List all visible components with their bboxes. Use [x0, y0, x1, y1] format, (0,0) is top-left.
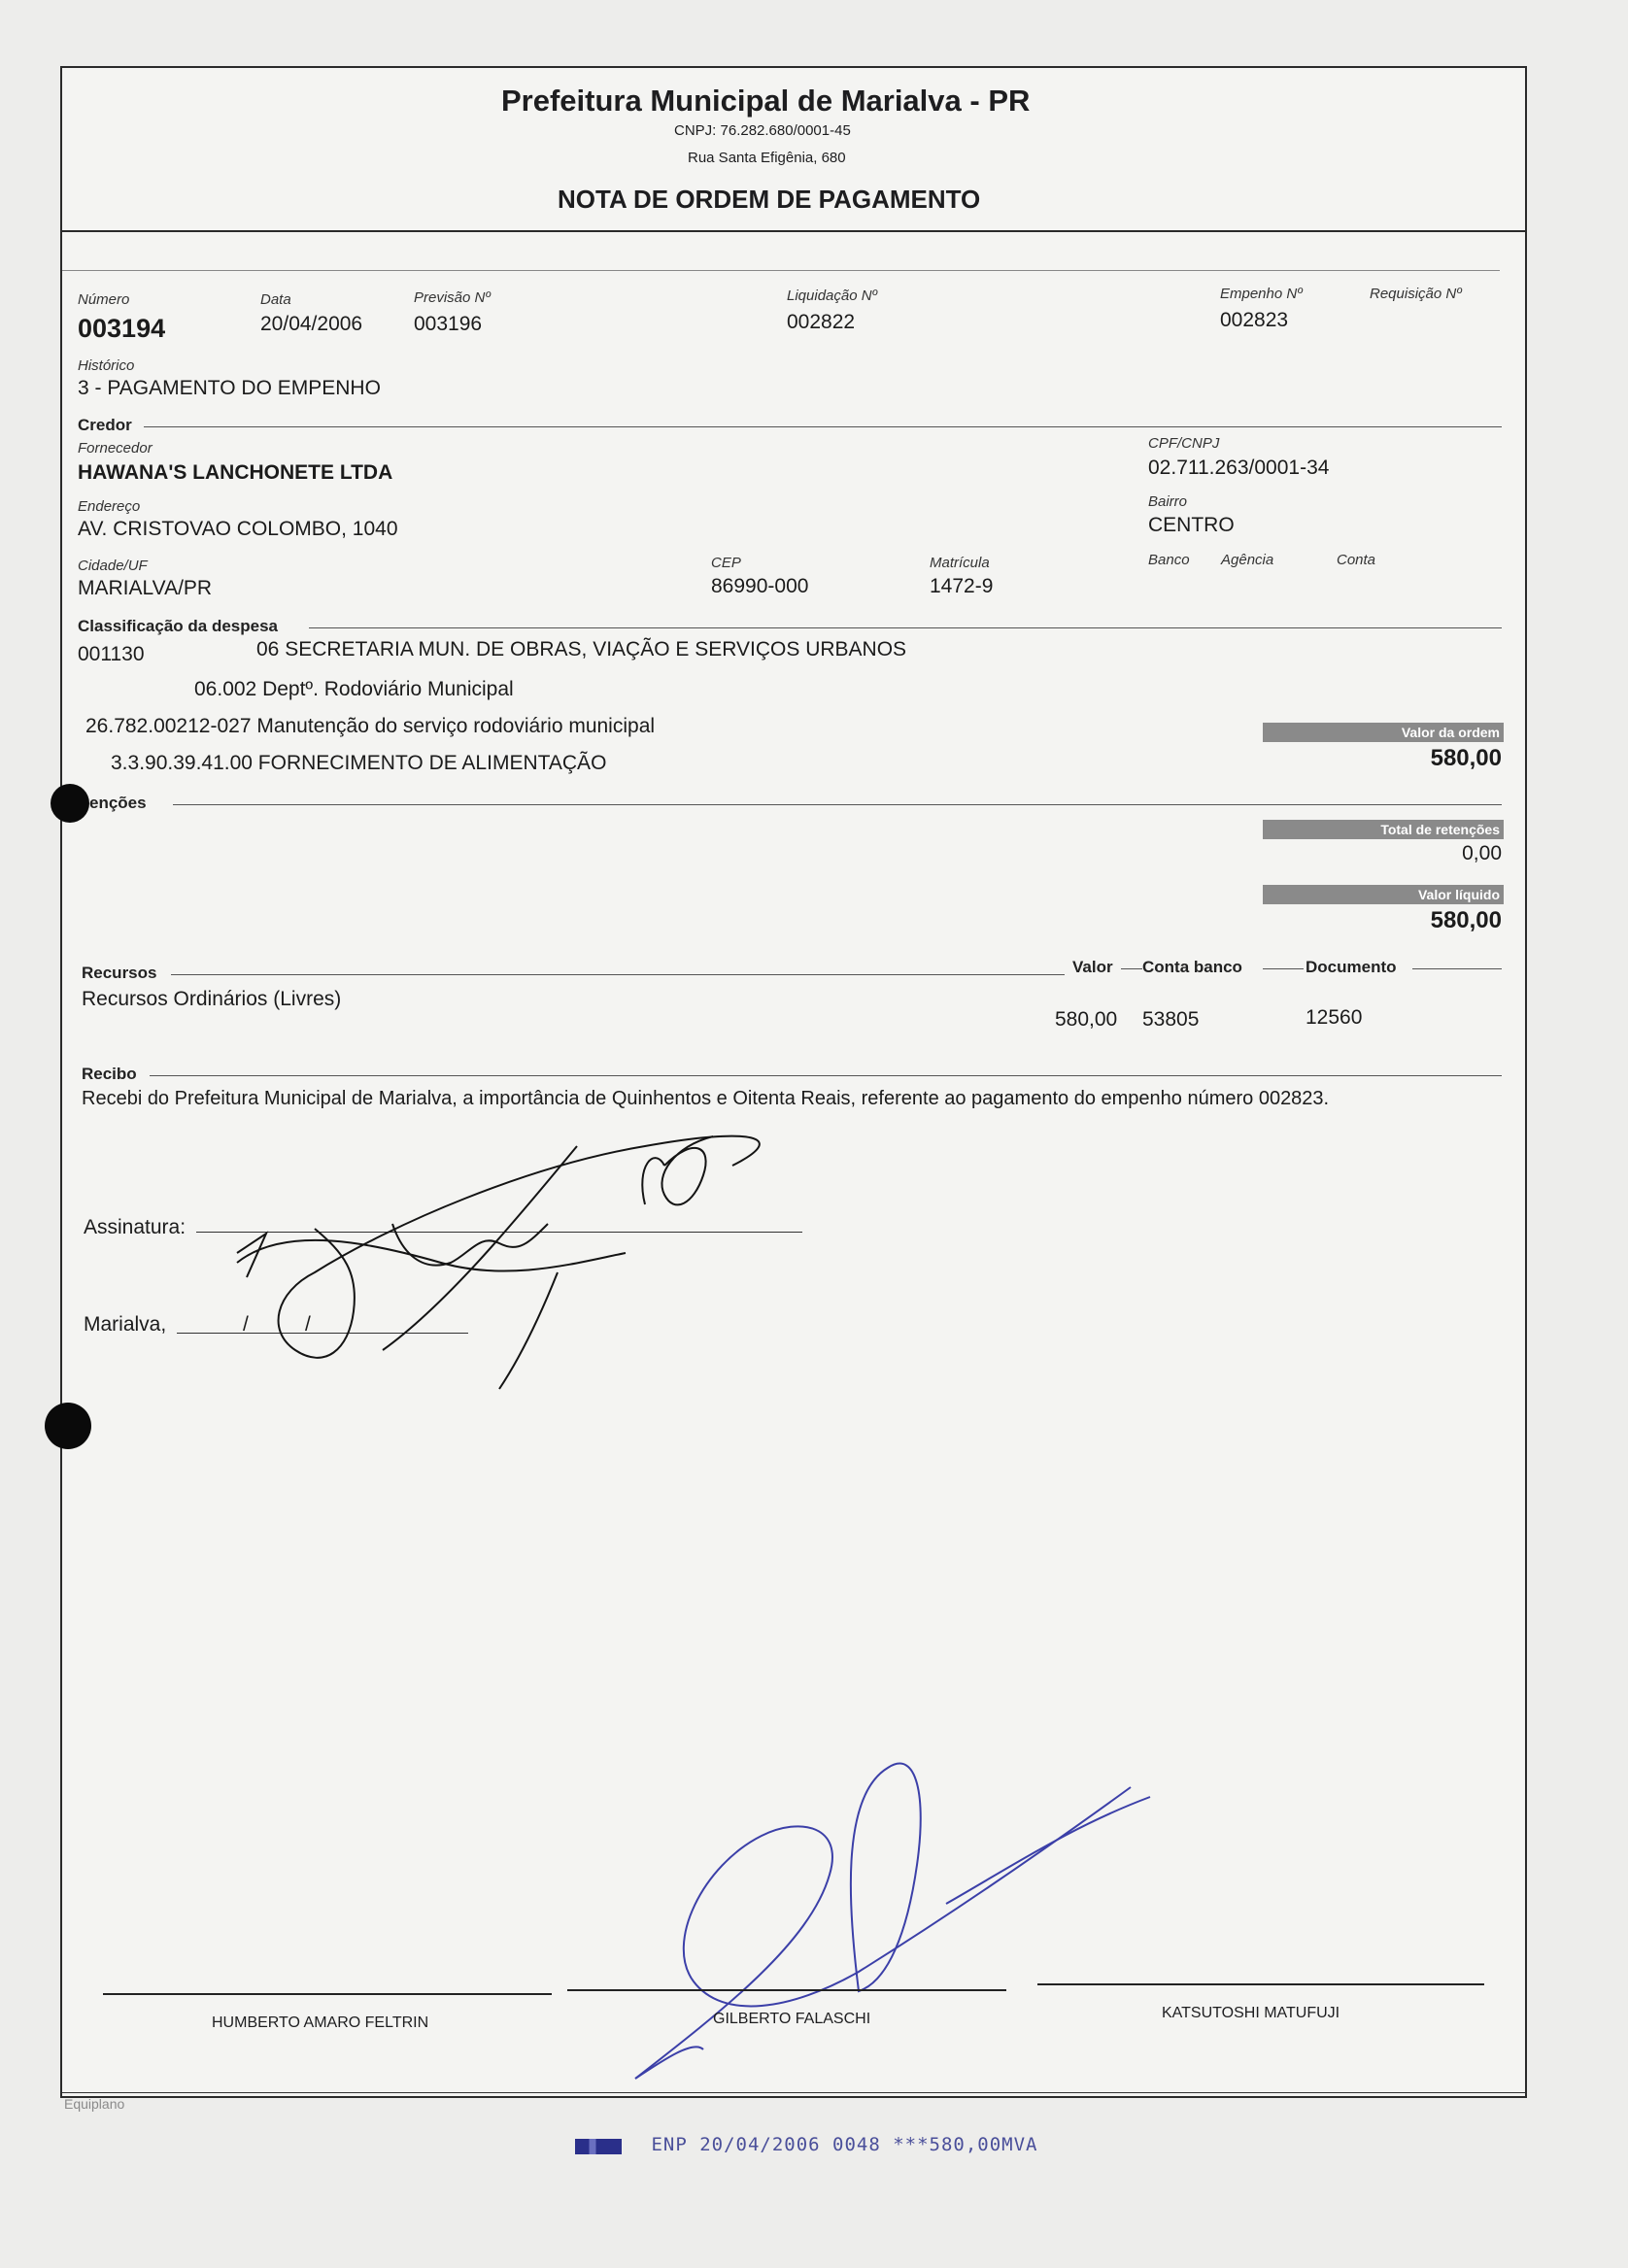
endereco-label: Endereço	[78, 498, 141, 515]
bairro-label: Bairro	[1148, 493, 1188, 510]
top-rule	[62, 270, 1500, 271]
stamp-text: ENP 20/04/2006 0048 ***580,00MVA	[651, 2134, 1038, 2155]
matricula-label: Matrícula	[930, 555, 990, 571]
classificacao-section: Classificação da despesa	[78, 617, 279, 635]
cpf-label: CPF/CNPJ	[1148, 435, 1220, 452]
signatory-1: HUMBERTO AMARO FELTRIN	[212, 2014, 429, 2031]
punch-hole	[51, 784, 89, 823]
numero-label: Número	[78, 291, 130, 308]
requisicao-label: Requisição Nº	[1370, 286, 1462, 302]
fornecedor-value: HAWANA'S LANCHONETE LTDA	[78, 461, 393, 484]
signatory-2: GILBERTO FALASCHI	[713, 2011, 871, 2027]
cpf-value: 02.711.263/0001-34	[1148, 457, 1330, 479]
matricula-value: 1472-9	[930, 575, 994, 597]
programa: 26.782.00212-027 Manutenção do serviço rodoviário municipal	[85, 715, 656, 737]
valor-liquido-value: 580,00	[1430, 907, 1502, 933]
recursos-valor: 580,00	[1055, 1008, 1118, 1031]
previsao-label: Previsão Nº	[414, 289, 491, 306]
agencia-label: Agência	[1221, 552, 1274, 568]
secretaria: 06 SECRETARIA MUN. DE OBRAS, VIAÇÃO E SERVIÇOS URBANOS	[256, 638, 907, 660]
retencoes-rule	[173, 804, 1502, 805]
total-retencoes-value: 0,00	[1462, 842, 1502, 864]
recursos-rule	[171, 974, 1065, 975]
signatory-3: KATSUTOSHI MATUFUJI	[1162, 2005, 1340, 2021]
recursos-documento-label: Documento	[1306, 958, 1397, 976]
retencoes-section: enções	[89, 794, 147, 812]
empenho-value: 002823	[1220, 309, 1289, 331]
recursos-section: Recursos	[82, 964, 157, 982]
data-value: 20/04/2006	[260, 313, 363, 335]
total-retencoes-label: Total de retenções	[1263, 820, 1504, 839]
classificacao-code: 001130	[78, 643, 145, 665]
cidade-value: MARIALVA/PR	[78, 577, 213, 599]
date-separator-2: /	[305, 1313, 311, 1336]
recursos-rule-3	[1263, 968, 1304, 969]
numero-value: 003194	[78, 314, 166, 343]
historico-label: Histórico	[78, 357, 135, 374]
recursos-conta: 53805	[1142, 1008, 1200, 1031]
recursos-documento: 12560	[1306, 1006, 1363, 1029]
software-label: Equiplano	[64, 2096, 125, 2112]
departamento: 06.002 Deptº. Rodoviário Municipal	[194, 678, 514, 700]
recibo-section: Recibo	[82, 1065, 137, 1083]
recursos-conta-label: Conta banco	[1142, 958, 1242, 976]
valor-ordem-value: 580,00	[1430, 745, 1502, 771]
elemento-despesa: 3.3.90.39.41.00 FORNECIMENTO DE ALIMENTAÇÃO	[111, 752, 607, 774]
recursos-valor-label: Valor	[1072, 958, 1113, 976]
valor-ordem-label: Valor da ordem	[1263, 723, 1504, 742]
recursos-rule-2	[1121, 968, 1142, 969]
local-label: Marialva,	[84, 1313, 167, 1336]
signature-line-1	[103, 1993, 552, 1995]
bank-logo-icon	[575, 2139, 622, 2154]
banco-label: Banco	[1148, 552, 1190, 568]
classificacao-rule	[309, 627, 1502, 628]
cep-label: CEP	[711, 555, 741, 571]
cep-value: 86990-000	[711, 575, 809, 597]
liquidacao-value: 002822	[787, 311, 856, 333]
header-cnpj: CNPJ: 76.282.680/0001-45	[674, 122, 851, 139]
empenho-label: Empenho Nº	[1220, 286, 1303, 302]
signature-line-2	[567, 1989, 1006, 1991]
header-divider	[62, 230, 1525, 232]
conta-label: Conta	[1337, 552, 1376, 568]
credor-rule	[144, 426, 1502, 427]
punch-hole	[45, 1403, 91, 1449]
official-signature	[606, 1719, 1189, 2127]
document-frame	[60, 66, 1527, 2112]
historico-value: 3 - PAGAMENTO DO EMPENHO	[78, 377, 381, 399]
credor-section: Credor	[78, 416, 132, 434]
bairro-value: CENTRO	[1148, 514, 1235, 536]
bank-stamp	[575, 2134, 1038, 2155]
header-address: Rua Santa Efigênia, 680	[688, 150, 846, 166]
date-separator-1: /	[243, 1313, 249, 1336]
fornecedor-label: Fornecedor	[78, 440, 153, 457]
signature-line-3	[1037, 1983, 1484, 1985]
endereco-value: AV. CRISTOVAO COLOMBO, 1040	[78, 518, 398, 540]
cidade-label: Cidade/UF	[78, 558, 148, 574]
recipient-signature	[208, 1107, 878, 1418]
valor-liquido-label: Valor líquido	[1263, 885, 1504, 904]
previsao-value: 003196	[414, 313, 483, 335]
document-title: NOTA DE ORDEM DE PAGAMENTO	[558, 185, 981, 214]
page-title: Prefeitura Municipal de Marialva - PR	[501, 84, 1031, 118]
data-label: Data	[260, 291, 291, 308]
recibo-rule	[150, 1075, 1502, 1076]
liquidacao-label: Liquidação Nº	[787, 288, 878, 304]
recursos-rule-4	[1412, 968, 1502, 969]
recibo-text: Recebi do Prefeitura Municipal de Marialva, a importância de Quinhentos e Oitenta Reais, referente ao pagamento do empenho número 002823.	[82, 1088, 1330, 1109]
recursos-name: Recursos Ordinários (Livres)	[82, 988, 342, 1010]
assinatura-label: Assinatura:	[84, 1216, 187, 1238]
footer-rule	[62, 2092, 1525, 2093]
